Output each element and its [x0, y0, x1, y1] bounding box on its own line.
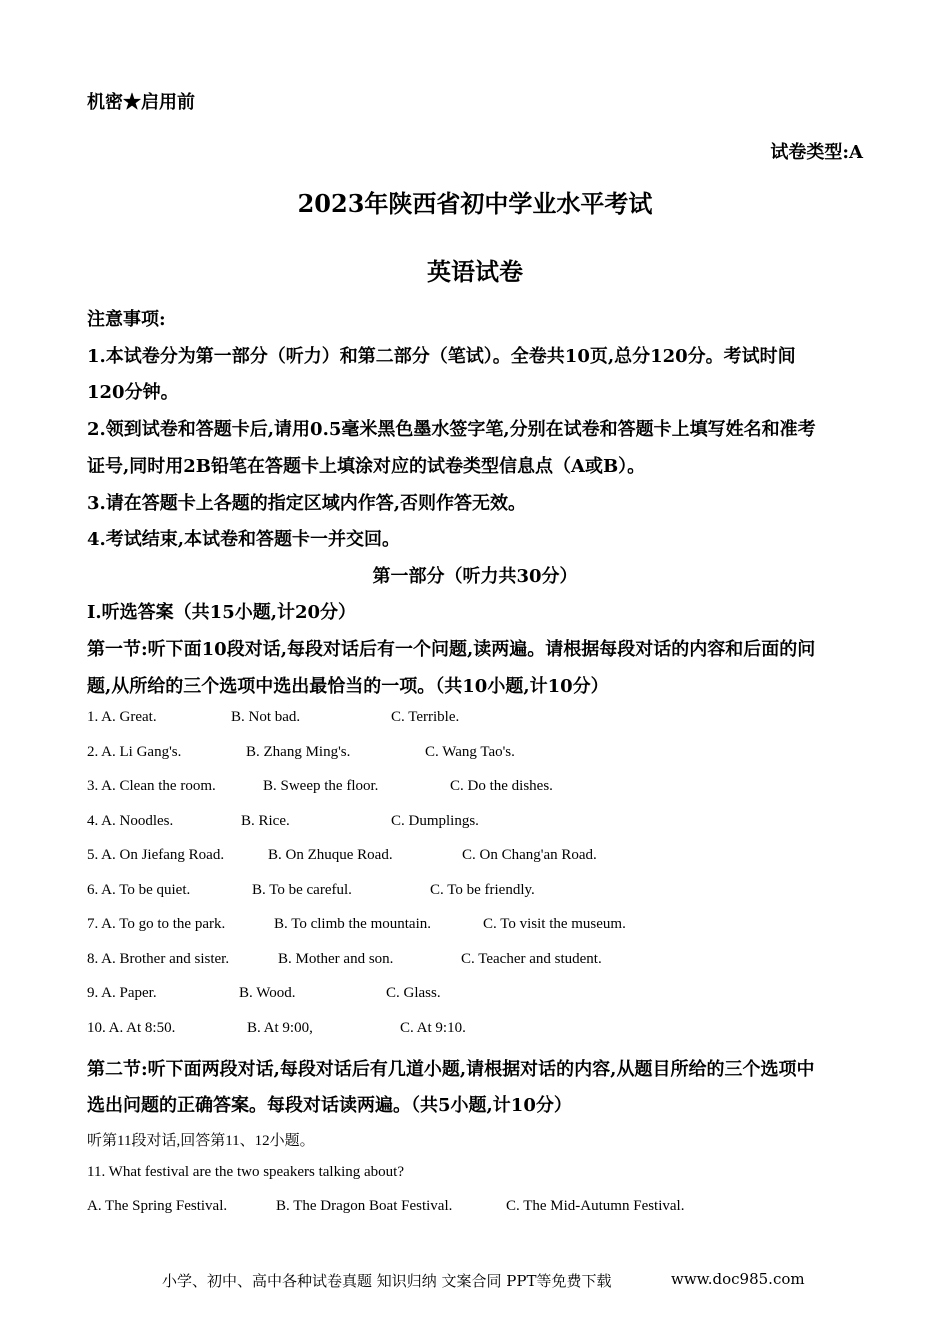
option-a: 6. A. To be quiet.: [87, 882, 191, 898]
section-I-heading: I.听选答案（共15小题,计20分）: [87, 602, 357, 623]
option-b: B. Mother and son.: [278, 951, 394, 967]
option-a: 5. A. On Jiefang Road.: [87, 847, 225, 863]
paper-type-label: 试卷类型:A: [770, 142, 863, 163]
option-c: C. On Chang'an Road.: [462, 847, 597, 863]
note-4: 4.考试结束,本试卷和答题卡一并交回。: [87, 529, 401, 550]
option-c: C. The Mid-Autumn Festival.: [506, 1198, 685, 1214]
option-a: A. The Spring Festival.: [87, 1198, 228, 1214]
option-a: 1. A. Great.: [87, 709, 157, 725]
option-a: 10. A. At 8:50.: [87, 1020, 176, 1036]
note-1-line-2: 120分钟。: [87, 382, 179, 403]
exam-subtitle: 英语试卷: [427, 257, 523, 286]
option-c: C. To visit the museum.: [483, 916, 626, 932]
section-2-instruction-line-1: 第二节:听下面两段对话,每段对话后有几道小题,请根据对话的内容,从题目所给的三个选项中: [87, 1059, 815, 1080]
note-2-line-1: 2.领到试卷和答题卡后,请用0.5毫米黑色墨水签字笔,分别在试卷和答题卡上填写姓名和准考: [87, 419, 816, 440]
confidential-label: 机密★启用前: [87, 92, 195, 113]
option-a: 7. A. To go to the park.: [87, 916, 226, 932]
option-b: B. Zhang Ming's.: [246, 744, 351, 760]
option-b: B. To be careful.: [252, 882, 352, 898]
section-1-instruction-line-1: 第一节:听下面10段对话,每段对话后有一个问题,读两遍。请根据每段对话的内容和后面的问: [87, 639, 816, 660]
note-2-line-2: 证号,同时用2B铅笔在答题卡上填涂对应的试卷类型信息点（A或B）。: [87, 456, 646, 477]
section-1-instruction-line-2: 题,从所给的三个选项中选出最恰当的一项。（共10小题,计10分）: [87, 676, 609, 697]
option-b: B. At 9:00,: [247, 1020, 313, 1036]
option-a: 9. A. Paper.: [87, 985, 157, 1001]
option-a: 8. A. Brother and sister.: [87, 951, 230, 967]
notes-heading: 注意事项:: [87, 309, 166, 330]
option-c: C. At 9:10.: [400, 1020, 466, 1036]
option-c: C. Dumplings.: [391, 813, 479, 829]
option-b: B. Not bad.: [231, 709, 301, 725]
question-11: 11. What festival are the two speakers talking about?: [87, 1164, 404, 1180]
option-a: 4. A. Noodles.: [87, 813, 174, 829]
option-b: B. Sweep the floor.: [263, 778, 379, 794]
option-c: C. Terrible.: [391, 709, 460, 725]
option-c: C. Glass.: [386, 985, 441, 1001]
option-c: C. Do the dishes.: [450, 778, 553, 794]
option-b: B. The Dragon Boat Festival.: [276, 1198, 453, 1214]
option-b: B. Wood.: [239, 985, 296, 1001]
exam-title: 2023年陕西省初中学业水平考试: [297, 189, 653, 218]
dialog-11-intro: 听第11段对话,回答第11、12小题。: [87, 1133, 315, 1149]
option-c: C. To be friendly.: [430, 882, 535, 898]
option-a: 2. A. Li Gang's.: [87, 744, 182, 760]
option-c: C. Wang Tao's.: [425, 744, 515, 760]
option-c: C. Teacher and student.: [461, 951, 602, 967]
section-2-instruction-line-2: 选出问题的正确答案。每段对话读两遍。（共5小题,计10分）: [87, 1095, 572, 1116]
footer-url[interactable]: www.doc985.com: [671, 1270, 805, 1288]
option-b: B. On Zhuque Road.: [268, 847, 393, 863]
option-b: B. Rice.: [241, 813, 290, 829]
footer-text: 小学、初中、高中各种试卷真题 知识归纳 文案合同 PPT等免费下载: [162, 1272, 612, 1290]
note-1-line-1: 1.本试卷分为第一部分（听力）和第二部分（笔试）。全卷共10页,总分120分。考试时间: [87, 346, 796, 367]
part-1-title: 第一部分（听力共30分）: [372, 566, 578, 587]
option-a: 3. A. Clean the room.: [87, 778, 216, 794]
note-3: 3.请在答题卡上各题的指定区域内作答,否则作答无效。: [87, 493, 527, 514]
option-b: B. To climb the mountain.: [274, 916, 431, 932]
